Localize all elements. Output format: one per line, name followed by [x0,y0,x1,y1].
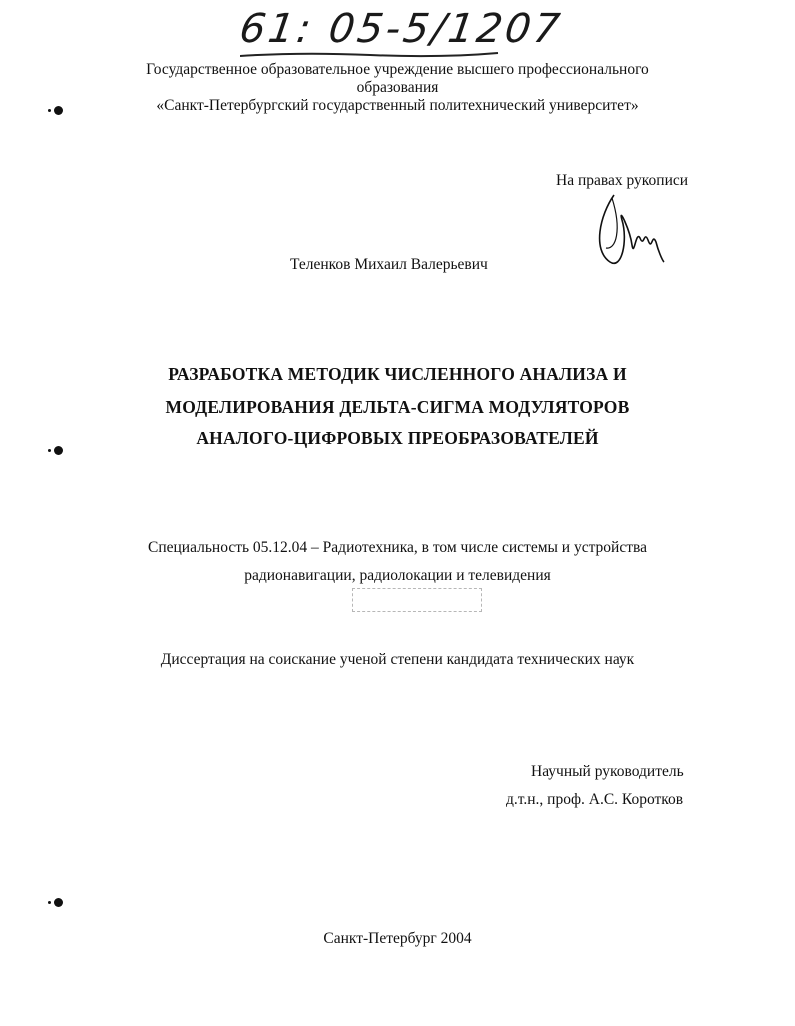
degree-statement: Диссертация на соискание ученой степени кандидата технических наук [160,651,635,668]
library-stamp [352,588,482,612]
specialty-line-1: Специальность 05.12.04 – Радиотехника, в том числе системы и устройства [147,539,647,556]
thesis-title-line-1: РАЗРАБОТКА МЕТОДИК ЧИСЛЕННОГО АНАЛИЗА И [168,364,627,384]
institution-line-2: образования [356,79,439,96]
institution-line-3: «Санкт-Петербургский государственный политехнический университет» [156,97,639,114]
rights-notice: На правах рукописи [556,172,689,189]
thesis-title-line-3: АНАЛОГО-ЦИФРОВЫХ ПРЕОБРАЗОВАТЕЛЕЙ [196,428,599,448]
supervisor-name: д.т.н., проф. А.С. Коротков [506,791,684,808]
author-name: Теленков Михаил Валерьевич [290,256,488,273]
thesis-title-line-2: МОДЕЛИРОВАНИЯ ДЕЛЬТА-СИГМА МОДУЛЯТОРОВ [165,397,630,417]
institution-line-1: Государственное образовательное учреждение высшего профессионального [146,61,649,78]
specialty-line-2: радионавигации, радиолокации и телевидения [244,567,551,584]
archive-code-handwritten: 61: 05-5/1207 [236,6,566,52]
signature-image [592,190,672,272]
binder-mark [54,898,63,907]
binder-mark [54,106,63,115]
archive-code-underline [240,50,500,60]
supervisor-label: Научный руководитель [531,763,684,780]
city-year: Санкт-Петербург 2004 [323,930,472,947]
